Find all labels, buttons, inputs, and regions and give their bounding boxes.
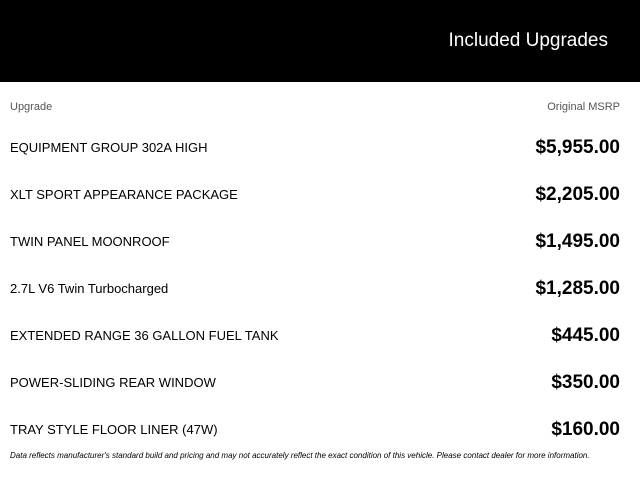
header-bar <box>0 0 640 82</box>
list-item <box>0 171 640 218</box>
upgrade-name: EXTENDED RANGE 36 GALLON FUEL TANK <box>10 328 279 343</box>
list-item <box>0 312 640 359</box>
upgrade-name: XLT SPORT APPEARANCE PACKAGE <box>10 187 238 202</box>
upgrades-list <box>0 124 640 453</box>
upgrade-price: $1,285.00 <box>535 277 620 299</box>
upgrade-price: $350.00 <box>551 371 620 393</box>
list-item <box>0 218 640 265</box>
upgrade-price: $5,955.00 <box>535 136 620 158</box>
column-headers <box>0 100 640 114</box>
list-item <box>0 359 640 406</box>
upgrade-price: $2,205.00 <box>535 183 620 205</box>
upgrade-price: $445.00 <box>551 324 620 346</box>
list-item <box>0 265 640 312</box>
upgrade-name: POWER-SLIDING REAR WINDOW <box>10 375 216 390</box>
upgrade-name: EQUIPMENT GROUP 302A HIGH <box>10 140 208 155</box>
upgrade-price: $1,495.00 <box>535 230 620 252</box>
page-title: Included Upgrades <box>448 30 608 51</box>
upgrade-column-header: Upgrade <box>10 101 53 113</box>
upgrade-name: 2.7L V6 Twin Turbocharged <box>10 281 169 296</box>
upgrade-name: TWIN PANEL MOONROOF <box>10 234 170 249</box>
disclaimer-footnote: Data reflects manufacturer's standard build and pricing and may not accurately reflect the exact condition of this vehicle. Please contact dealer for more information. <box>10 451 590 460</box>
upgrade-name: TRAY STYLE FLOOR LINER (47W) <box>10 422 218 437</box>
msrp-column-header: Original MSRP <box>547 101 620 113</box>
list-item <box>0 124 640 171</box>
upgrade-price: $160.00 <box>551 418 620 440</box>
list-item <box>0 406 640 453</box>
